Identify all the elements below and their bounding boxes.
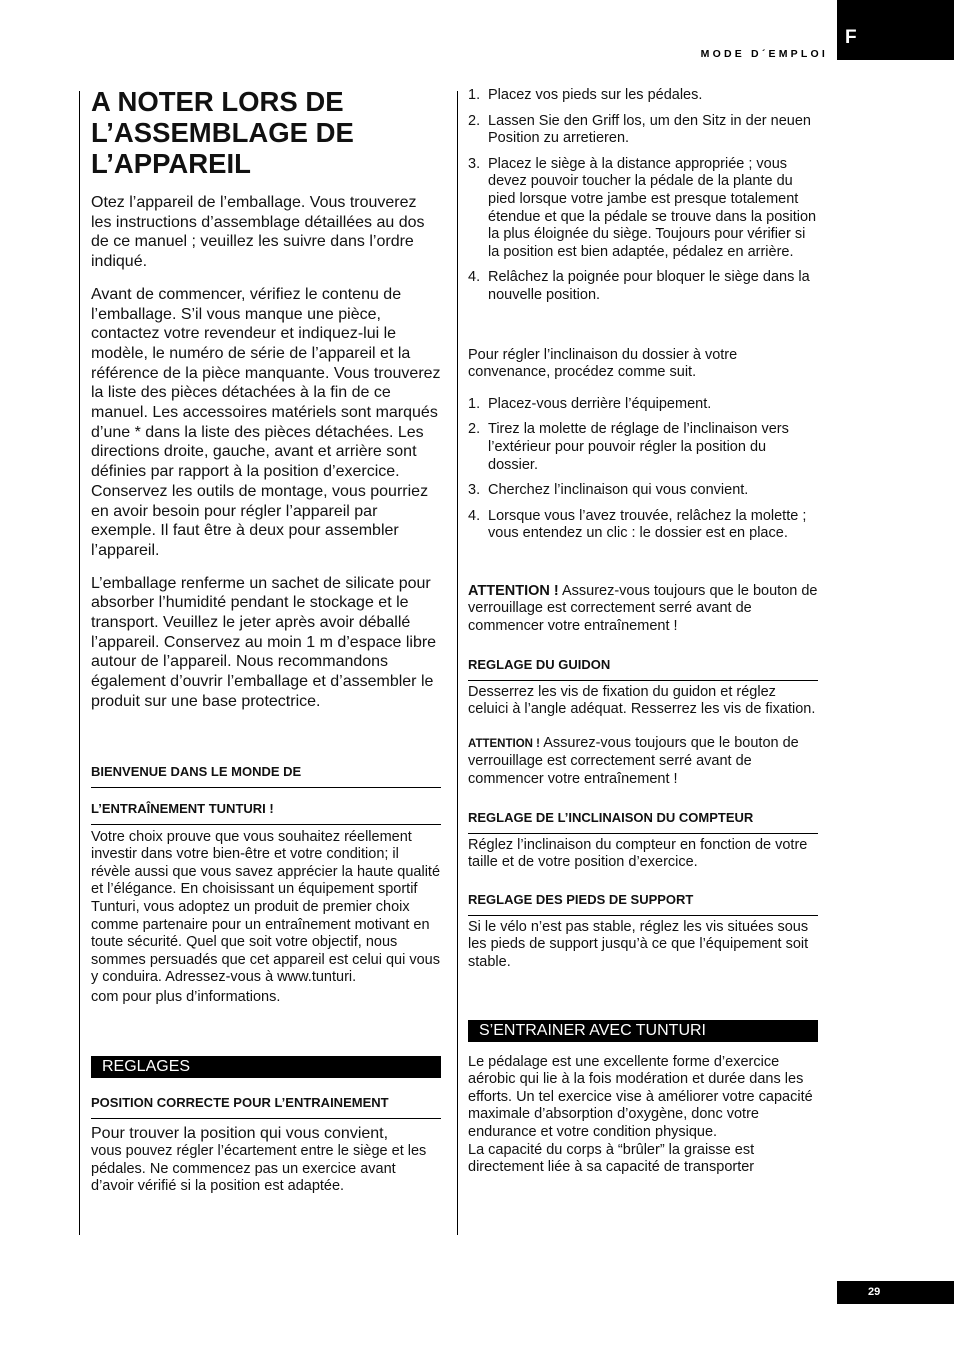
entrainer-text-1: Le pédalage est une excellente forme d’exercice aérobic qui lie à la fois modération et durée dans les efforts. Un tel exercice vise à améliorer votre capacité maximale d’absorption d’oxygène, donc votre endurance et votre condition physique. [468, 1053, 813, 1140]
step-number: 1. [468, 87, 481, 103]
seat-steps-list [468, 87, 818, 305]
welcome-text: Votre choix prouve que vous souhaitez réellement investir dans votre bien-être et votre condition; il révèle aussi que vous savez apprécier la haute qualité et l’élégance. En choisissant un équipement sportif Tunturi, vous adoptez un produit de premier choix comme partenaire pour un entraînement motivant en toute sécurité. Quel que soit votre objectif, nous sommes persuadés que cet appareil est celui qui vous y conduira. Adressez-vous à www.tunturi. [91, 828, 441, 986]
intro-paragraph-3: L’emballage renferme un sachet de silicate pour absorber l’humidité pendant le stockage et le transport. Veuillez le jeter après avoir déballé l’appareil. Conservez au moin 1 m d’espace libre autour de l’appareil. Nous recommandons également d’ouvrir l’emballage et d’assembler le produit sur une base protectrice. [91, 574, 437, 710]
list-item [468, 87, 818, 105]
backrest-steps-list [468, 396, 818, 543]
step-number: 3. [468, 155, 481, 172]
guidon-heading: REGLAGE DU GUIDON [468, 657, 818, 681]
position-text-lead: Pour trouver la position qui vous convient, [91, 1124, 389, 1142]
step-text: Lassen Sie den Griff los, um den Sitz in der neuen Position zu arretieren. [488, 112, 811, 147]
pieds-heading: REGLAGE DES PIEDS DE SUPPORT [468, 892, 818, 916]
attention-note-2 [468, 735, 818, 789]
compteur-heading: REGLAGE DE L’INCLINAISON DU COMPTEUR [468, 810, 818, 834]
entrainer-band: S’ENTRAINER AVEC TUNTURI [468, 1020, 818, 1042]
list-item [468, 421, 818, 474]
step-text: Tirez la molette de réglage de l’inclinaison vers l’extérieur pour pouvoir régler la position du dossier. [488, 421, 789, 473]
step-text: Placez-vous derrière l’équipement. [488, 395, 712, 412]
attention-label: ATTENTION ! [468, 582, 559, 599]
pieds-text: Si le vélo n’est pas stable, réglez les vis situées sous les pieds de support jusqu’à ce que l’équipement soit stable. [468, 918, 809, 970]
step-text: Placez vos pieds sur les pédales. [488, 87, 703, 103]
right-column [468, 87, 818, 1177]
left-column-rule [79, 91, 80, 1235]
attention-text: Assurez-vous toujours que le bouton de verrouillage est correctement serré avant de commencer votre entraînement ! [468, 582, 818, 635]
page-number: 29 [837, 1281, 954, 1304]
list-item [468, 508, 818, 543]
language-tab: F [837, 0, 954, 60]
intro-paragraph-1: Otez l’appareil de l’emballage. Vous trouverez les instructions d’assemblage détaillées au dos de ce manuel ; veuillez les suivre dans l’ordre indiqué. [91, 194, 425, 271]
welcome-heading-line-2: L’ENTRAÎNEMENT TUNTURI ! [91, 801, 441, 825]
step-number: 2. [468, 421, 481, 438]
position-text-rest: vous pouvez régler l’écartement entre le siège et les pédales. Ne commencez pas un exercice avant d’avoir vérifié si la position est adaptée. [91, 1143, 427, 1195]
step-text: Relâchez la poignée pour bloquer le siège dans la nouvelle position. [488, 269, 810, 303]
entrainer-text-2: La capacité du corps à “brûler” la graisse est directement liée à sa capacité de transporter [468, 1141, 755, 1176]
attention-text: Assurez-vous toujours que le bouton de verrouillage est correctement serré avant de commencer votre entraînement ! [468, 734, 799, 788]
list-item [468, 269, 818, 304]
welcome-text-end: com pour plus d’informations. [91, 988, 281, 1005]
step-text: Lorsque vous l’avez trouvée, relâchez la molette ; vous entendez un clic : le dossier est en place. [488, 507, 807, 542]
step-text: Cherchez l’inclinaison qui vous convient. [488, 482, 749, 499]
header-section-label: MODE D´EMPLOI [700, 48, 828, 60]
middle-column-rule [457, 91, 458, 1235]
list-item [468, 482, 818, 500]
step-number: 4. [468, 507, 481, 524]
intro-paragraph-2: Avant de commencer, vérifiez le contenu de l’emballage. S’il vous manque une pièce, contactez votre revendeur et indiquez-lui le modèle, le numéro de série de l’appareil et la référence de la pièce manquante. Vous trouverez la liste des pièces détachées à la fin de ce manuel. Les accessoires matériels sont marqués d’une * dans la liste des pièces détachées. Les directions droite, gauche, avant et arrière sont définies par rapport à la position d’exercice. Conservez les outils de montage, vous pourriez en avoir besoin pour régler l’appareil par exemple. Il faut être à deux pour assembler l’appareil. [91, 285, 441, 559]
list-item [468, 396, 818, 414]
step-number: 3. [468, 482, 481, 499]
list-item [468, 156, 818, 262]
left-column [91, 86, 441, 1196]
backrest-intro: Pour régler l’inclinaison du dossier à votre convenance, procédez comme suit. [468, 346, 738, 381]
position-heading: POSITION CORRECTE POUR L’ENTRAINEMENT [91, 1095, 441, 1119]
step-number: 4. [468, 269, 481, 286]
guidon-text: Desserrez les vis de fixation du guidon et réglez celuici à l’angle adéquat. Resserrez les vis de fixation. [468, 683, 816, 718]
step-number: 1. [468, 395, 481, 412]
attention-label: ATTENTION ! [468, 737, 540, 750]
reglages-band: REGLAGES [91, 1056, 441, 1078]
compteur-text: Réglez l’inclinaison du compteur en fonction de votre taille et de votre position d’exercice. [468, 836, 808, 871]
step-number: 2. [468, 112, 481, 129]
welcome-heading-line-1: BIENVENUE DANS LE MONDE DE [91, 764, 441, 788]
page-title: A NOTER LORS DE L’ASSEMBLAGE DE L’APPAREIL [91, 86, 354, 179]
attention-note-1 [468, 583, 818, 636]
list-item [468, 113, 818, 148]
step-text: Placez le siège à la distance appropriée ; vous devez pouvoir toucher la pédale de la plante du pied lorsque votre jambe est presque totalement étendue et que la pédale se trouve dans la position la plus éloignée du siège. Toujours pour vérifier si la position est bien adaptée, pédalez en arrière. [488, 155, 817, 260]
